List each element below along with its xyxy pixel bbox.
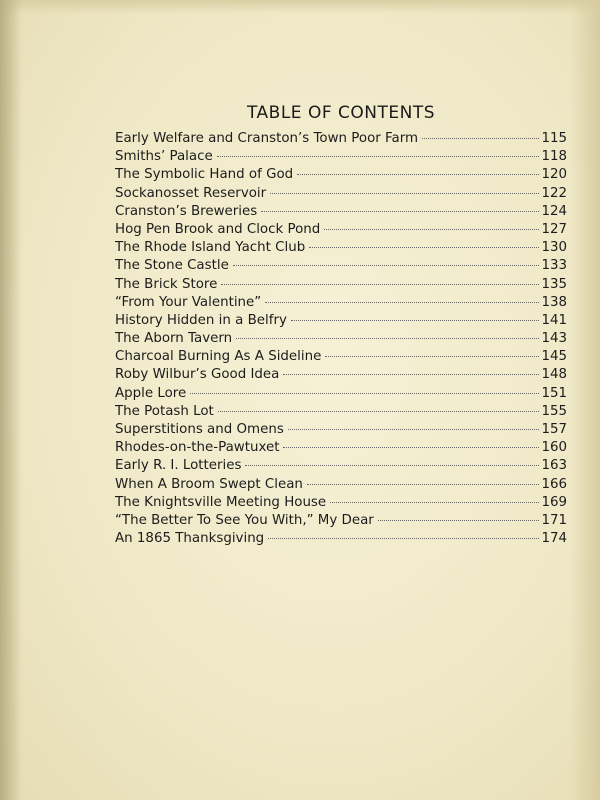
toc-entry — [115, 240, 567, 258]
toc-entry-title: The Brick Store — [115, 276, 218, 292]
toc-entry — [115, 367, 567, 385]
toc-entry-page: 163 — [541, 458, 567, 474]
toc-entry-title: The Knightsville Meeting House — [115, 494, 327, 510]
dot-leader — [283, 447, 539, 448]
dot-leader — [217, 156, 540, 157]
dot-leader — [288, 429, 540, 430]
dot-leader — [283, 374, 539, 375]
toc-entry-title: Cranston’s Breweries — [115, 203, 258, 219]
dot-leader — [265, 302, 539, 303]
toc-entry — [115, 204, 567, 222]
toc-entry-page: 174 — [541, 531, 567, 547]
toc-entry-title: An 1865 Thanksgiving — [115, 531, 265, 547]
toc-list — [115, 131, 567, 549]
dot-leader — [309, 247, 539, 248]
toc-entry-page: 143 — [541, 331, 567, 347]
toc-entry-title: “The Better To See You With,” My Dear — [115, 512, 374, 528]
toc-entry — [115, 386, 567, 404]
toc-entry-title: History Hidden in a Belfry — [115, 312, 287, 328]
toc-entry — [115, 277, 567, 295]
toc-entry-page: 145 — [541, 349, 567, 365]
toc-entry — [115, 440, 567, 458]
toc-entry-page: 118 — [541, 149, 567, 165]
toc-entry-page: 169 — [541, 494, 567, 510]
toc-entry-page: 157 — [541, 422, 567, 437]
toc-entry — [115, 513, 567, 531]
toc-entry-title: The Symbolic Hand of God — [115, 167, 294, 183]
toc-entry — [115, 477, 567, 495]
dot-leader — [378, 520, 540, 521]
toc-entry-title: “From Your Valentine” — [115, 294, 262, 310]
page-edge-shadow — [570, 0, 600, 800]
toc-entry — [115, 131, 567, 149]
toc-entry-page: 122 — [541, 185, 567, 201]
toc-entry — [115, 458, 567, 476]
toc-entry-title: Superstitions and Omens — [115, 422, 284, 437]
toc-entry — [115, 531, 567, 549]
toc-entry-title: Sockanosset Reservoir — [115, 185, 267, 201]
toc-entry-page: 138 — [541, 294, 567, 310]
dot-leader — [268, 538, 539, 539]
toc-entry — [115, 404, 567, 422]
dot-leader — [422, 138, 539, 139]
toc-entry-title: Hog Pen Brook and Clock Pond — [115, 221, 321, 237]
toc-entry — [115, 149, 567, 167]
toc-entry-page: 133 — [541, 258, 567, 274]
dot-leader — [261, 211, 539, 212]
toc-entry — [115, 186, 567, 204]
toc-entry — [115, 167, 567, 185]
toc-entry — [115, 349, 567, 367]
toc-entry-title: Rhodes-on-the-Pawtuxet — [115, 440, 280, 456]
toc-entry — [115, 295, 567, 313]
toc-entry-title: The Rhode Island Yacht Club — [115, 240, 306, 256]
toc-entry-title: Roby Wilbur’s Good Idea — [115, 367, 280, 383]
page-top-shadow — [0, 0, 600, 14]
toc-entry-title: When A Broom Swept Clean — [115, 476, 303, 492]
toc-entry-title: Charcoal Burning As A Sideline — [115, 349, 322, 365]
dot-leader — [270, 193, 539, 194]
dot-leader — [297, 174, 539, 175]
dot-leader — [236, 338, 539, 339]
toc-entry — [115, 313, 567, 331]
toc-entry-page: 155 — [541, 403, 567, 419]
toc-entry-page: 130 — [541, 240, 567, 256]
dot-leader — [245, 465, 539, 466]
dot-leader — [233, 265, 540, 266]
toc-entry-title: Early R. I. Lotteries — [115, 458, 242, 474]
toc-entry-title: Smiths’ Palace — [115, 149, 213, 165]
toc-heading: TABLE OF CONTENTS — [246, 103, 436, 123]
toc-entry-page: 127 — [541, 221, 567, 237]
toc-entry-page: 151 — [541, 385, 567, 401]
toc-entry-page: 160 — [541, 440, 567, 456]
toc-entry-title: The Potash Lot — [115, 403, 214, 419]
toc-entry-title: Early Welfare and Cranston’s Town Poor Farm — [115, 131, 419, 146]
toc-entry — [115, 331, 567, 349]
page-gutter-shadow — [0, 0, 22, 800]
toc-entry-page: 166 — [541, 476, 567, 492]
toc-entry-page: 120 — [541, 167, 567, 183]
toc-entry — [115, 422, 567, 440]
toc-entry-page: 124 — [541, 203, 567, 219]
dot-leader — [325, 356, 539, 357]
toc-entry-title: The Aborn Tavern — [115, 331, 233, 347]
toc-entry — [115, 222, 567, 240]
dot-leader — [324, 229, 539, 230]
toc-entry-page: 115 — [541, 131, 567, 146]
toc-entry-title: Apple Lore — [115, 385, 187, 401]
dot-leader — [218, 411, 540, 412]
toc-entry — [115, 258, 567, 276]
dot-leader — [291, 320, 540, 321]
toc-entry — [115, 495, 567, 513]
toc-entry-page: 135 — [541, 276, 567, 292]
toc-entry-page: 141 — [541, 312, 567, 328]
dot-leader — [221, 284, 539, 285]
dot-leader — [330, 502, 539, 503]
toc-entry-page: 171 — [541, 512, 567, 528]
dot-leader — [190, 393, 539, 394]
toc-entry-page: 148 — [541, 367, 567, 383]
dot-leader — [307, 484, 540, 485]
toc-entry-title: The Stone Castle — [115, 258, 229, 274]
